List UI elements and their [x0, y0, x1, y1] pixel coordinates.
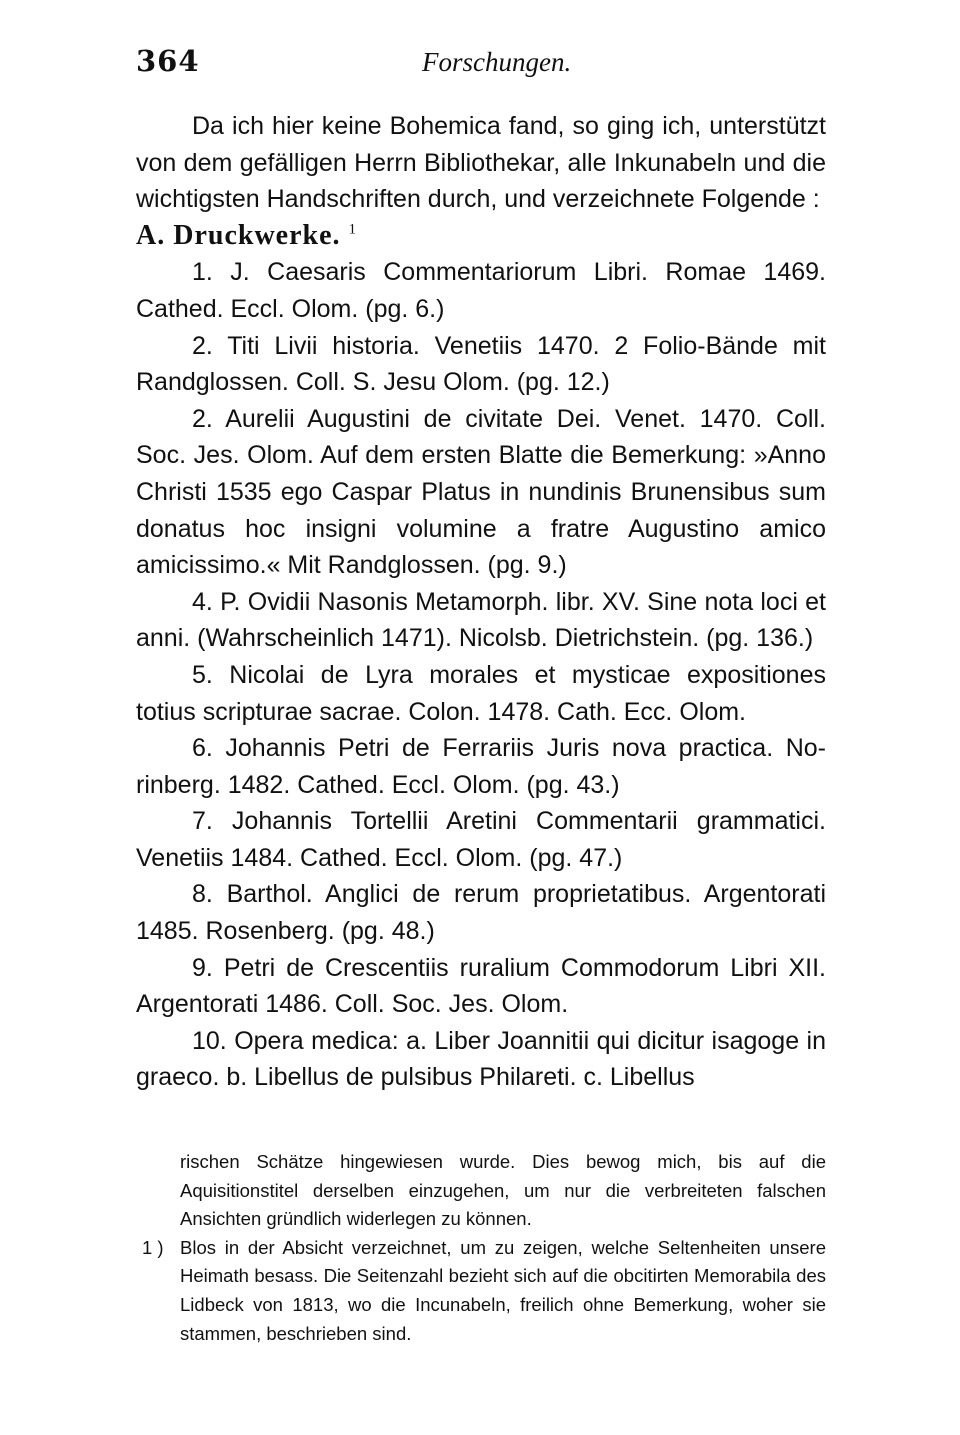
list-item: 2. Titi Livii historia. Venetiis 1470. 2 Folio-Bände mit Randglossen. Coll. S. Jesu Olom. (pg. 12.) — [136, 331, 826, 397]
list-item: 9. Petri de Crescentiis ruralium Commodorum Libri XII. Argentorati 1486. Coll. Soc. Jes. Olom. — [136, 953, 826, 1019]
footnote-ref: 1 — [348, 221, 358, 238]
page-number: 364 — [136, 44, 200, 78]
section-heading-text: A. Druckwerke. — [136, 219, 341, 251]
list-item: 5. Nicolai de Lyra morales et mysticae expositiones totius scripturae sacrae. Colon. 1478. Cath. Ecc. Olom. — [136, 660, 826, 726]
list-item: 8. Barthol. Anglici de rerum proprietatibus. Argentorati 1485. Rosenberg. (pg. 48.) — [136, 880, 826, 946]
list-item: 6. Johannis Petri de Ferrariis Juris nova practica. Norinberg. 1482. Cathed. Eccl. Olom. (pg. 43.) — [136, 734, 826, 799]
footnote-1-mark: 1 ) — [142, 1236, 164, 1258]
footnote-1-text: Blos in der Absicht verzeichnet, um zu zeigen, welche Seltenheiten unsere Heimath besass. Die Seitenzahl bezieht sich auf die obcitirten Memorabila des Lidbeck von 1813, wo die Incunabeln, freilich ohne Bemerkung, woher sie stammen, beschrieben sind. — [180, 1236, 826, 1344]
footnote-continuation: rischen Schätze hingewiesen wurde. Dies bewog mich, bis auf die Aquisitionstitel derselben einzugehen, um nur die verbreiteten falschen Ansichten gründlich widerlegen zu können. — [180, 1151, 826, 1230]
list-item: 4. P. Ovidii Nasonis Metamorph. libr. XV. Sine nota loci et anni. (Wahrscheinlich 1471). Nicolsb. Dietrichstein. (pg. 136.) — [136, 587, 826, 653]
intro-paragraph: Da ich hier keine Bohemica fand, so ging ich, unterstützt von dem gefälligen Herrn Bibliothekar, alle Inkunabeln und die wichtigsten Handschriften durch, und verzeichnete Folgende : — [136, 112, 826, 214]
footnotes — [142, 1148, 826, 1348]
running-head: Forschungen. — [422, 47, 572, 77]
list-item: 7. Johannis Tortellii Aretini Commentarii grammatici. Venetiis 1484. Cathed. Eccl. Olom. (pg. 47.) — [136, 807, 826, 872]
page-header — [136, 44, 826, 84]
list-item: 2. Aurelii Augustini de civitate Dei. Venet. 1470. Coll. Soc. Jes. Olom. Auf dem ersten Blatte die Bemerkung: »Anno Christi 1535 ego Caspar Platus in nundinis Brunensibus sum donatus hoc insigni volumine a fratre Augustino amico amicissimo.« Mit Randglossen. (pg. 9.) — [136, 404, 826, 580]
list-item: 10. Opera medica: a. Liber Joannitii qui dicitur isagoge in graeco. b. Libellus de pulsibus Philareti. c. Libellus — [136, 1026, 826, 1092]
list-item: 1. J. Caesaris Commentariorum Libri. Romae 1469. Cathed. Eccl. Olom. (pg. 6.) — [136, 258, 826, 323]
main-text — [136, 108, 826, 1096]
section-heading — [136, 218, 826, 255]
footnote-1 — [142, 1234, 826, 1348]
